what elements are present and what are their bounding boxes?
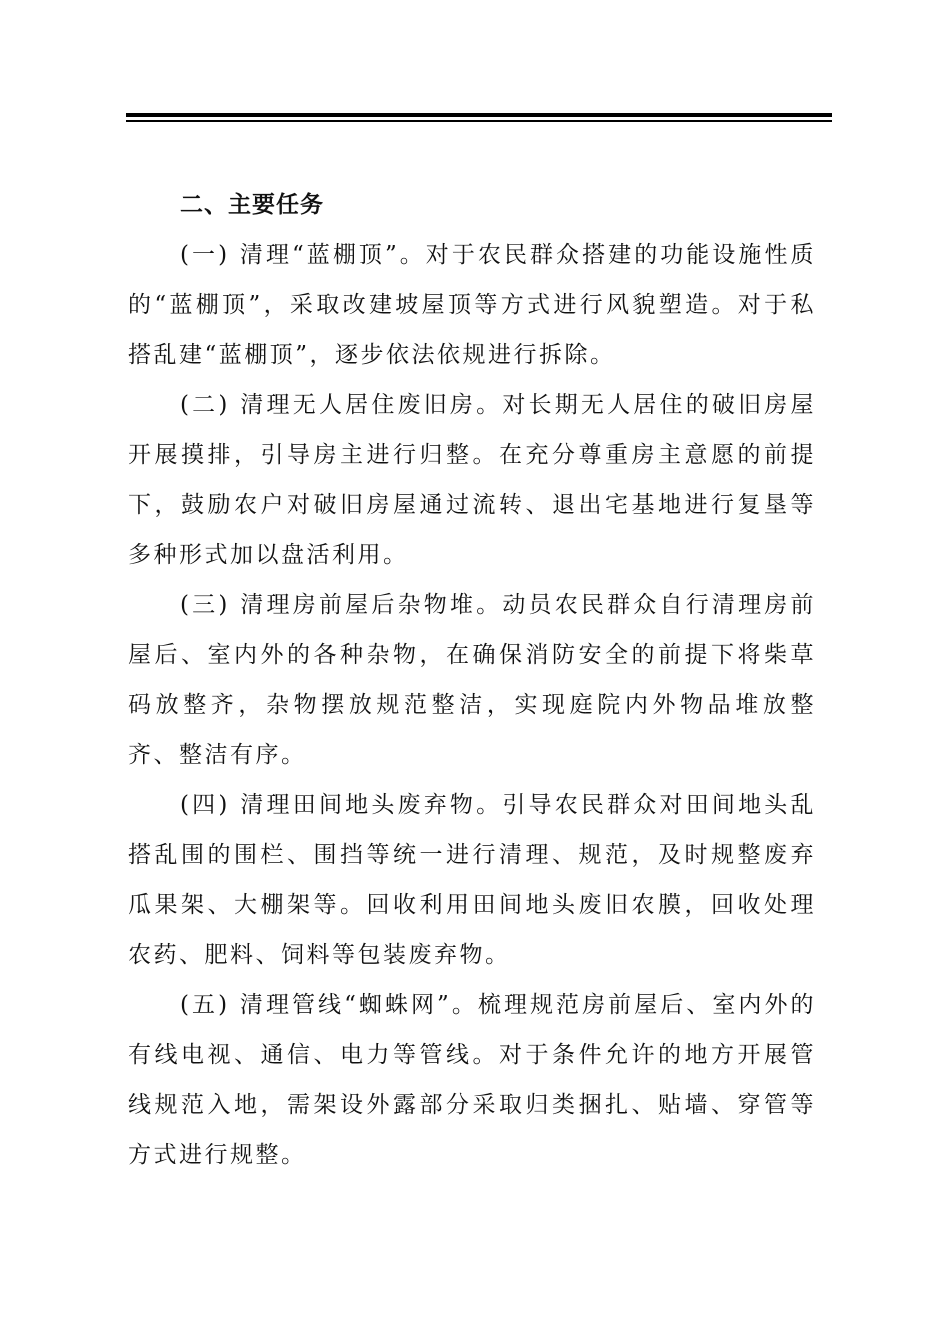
paragraph-abandoned-houses: (二) 清理无人居住废旧房。对长期无人居住的破旧房屋开展摸排，引导房主进行归整。在充分尊重房主意愿的前提下，鼓励农户对破旧房屋通过流转、退出宅基地进行复垦等多种形式加以盘活利用。 xyxy=(128,392,816,568)
paragraph-debris-piles: (三) 清理房前屋后杂物堆。动员农民群众自行清理房前屋后、室内外的各种杂物，在确保消防安全的前提下将柴草码放整齐，杂物摆放规范整洁，实现庭院内外物品堆放整齐、整洁有序。 xyxy=(128,592,816,768)
paragraph-blue-roofs: (一) 清理“蓝棚顶”。对于农民群众搭建的功能设施性质的“蓝棚顶”，采取改建坡屋顶等方式进行风貌塑造。对于私搭乱建“蓝棚顶”，逐步依法依规进行拆除。 xyxy=(128,242,816,368)
document-body xyxy=(128,180,816,1180)
paragraph-field-waste: (四) 清理田间地头废弃物。引导农民群众对田间地头乱搭乱围的围栏、围挡等统一进行清理、规范，及时规整废弃瓜果架、大棚架等。回收利用田间地头废旧农膜，回收处理农药、肥料、饲料等包装废弃物。 xyxy=(128,792,816,968)
header-rule-thick xyxy=(126,113,832,117)
section-heading: 二、主要任务 xyxy=(180,192,324,218)
header-rule-thin xyxy=(126,120,832,122)
paragraph-cable-web: (五) 清理管线“蜘蛛网”。梳理规范房前屋后、室内外的有线电视、通信、电力等管线。对于条件允许的地方开展管线规范入地，需架设外露部分采取归类捆扎、贴墙、穿管等方式进行规整。 xyxy=(128,992,816,1168)
